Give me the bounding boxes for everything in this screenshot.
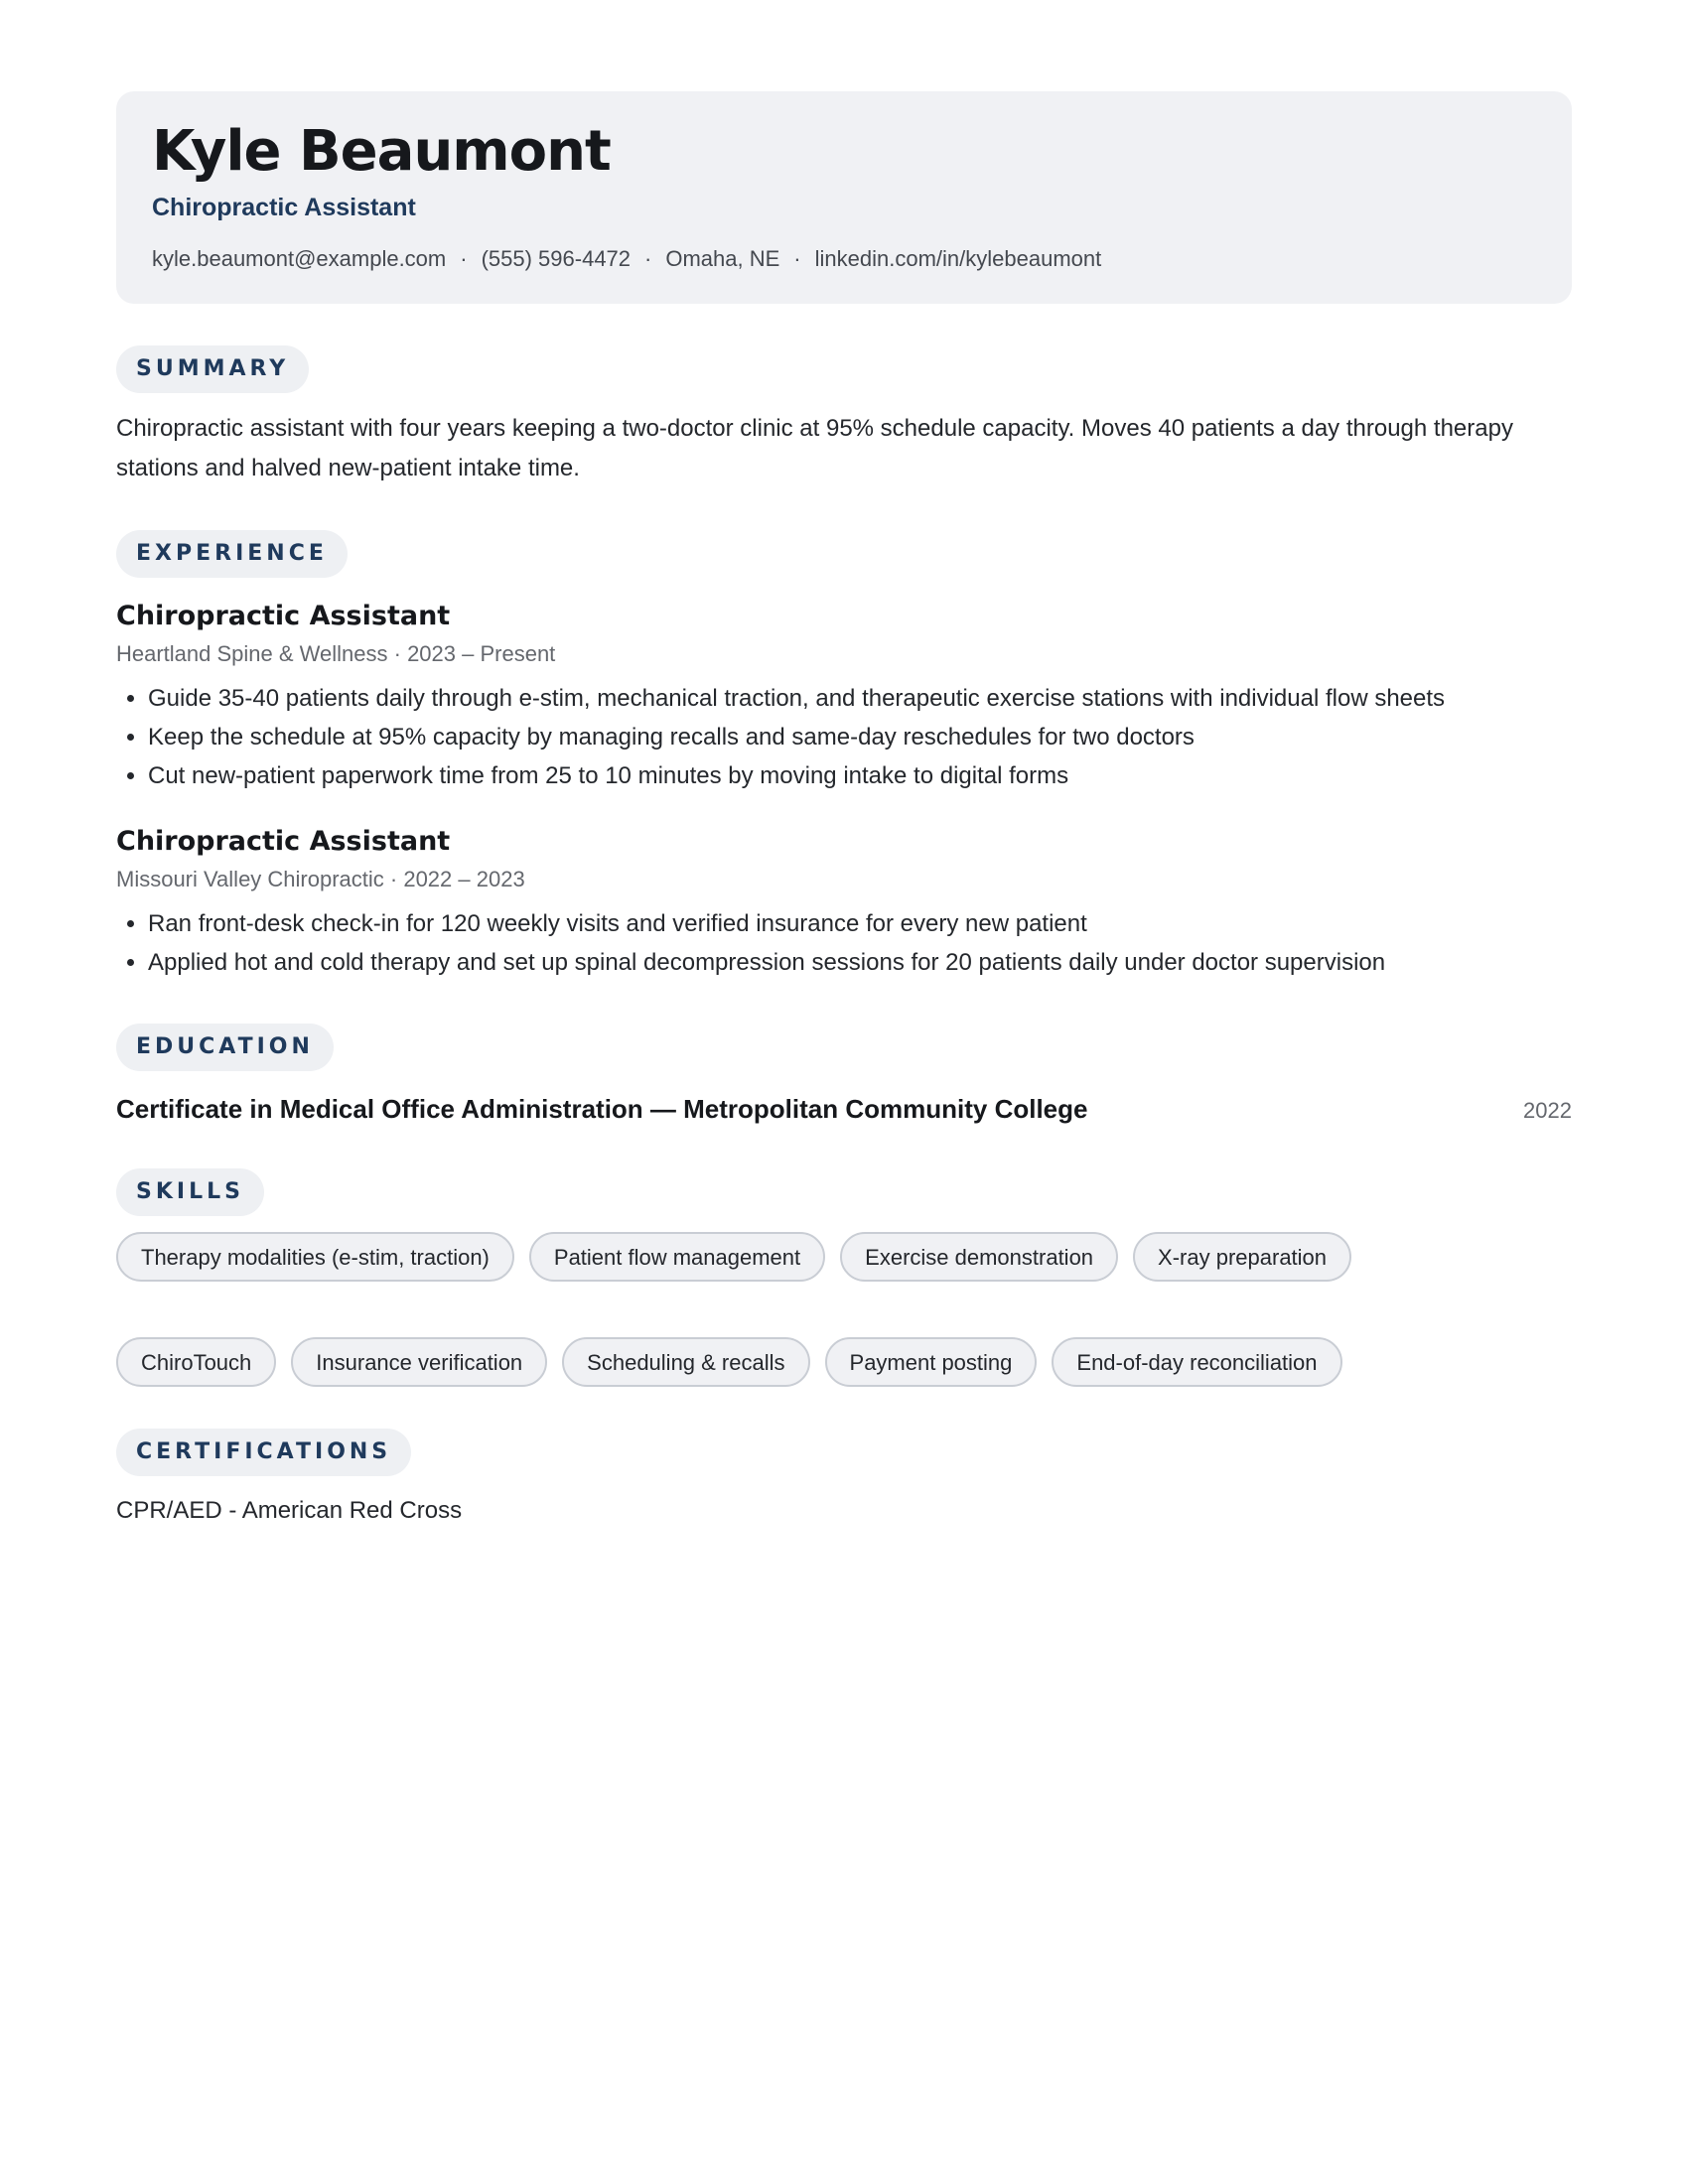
candidate-role: Chiropractic Assistant [152,194,416,221]
job-entry [116,823,1572,982]
section-heading-skills: SKILLS [116,1168,264,1216]
skill-chip: Patient flow management [529,1232,825,1282]
skill-chip: Insurance verification [291,1337,547,1387]
contact-separator: · [793,246,801,271]
skill-chip: ChiroTouch [116,1337,276,1387]
section-heading-certifications: CERTIFICATIONS [116,1429,411,1476]
job-bullets [116,904,1572,982]
certifications-section [116,1429,1572,1528]
job-title: Chiropractic Assistant [116,601,451,631]
contact-linkedin[interactable]: linkedin.com/in/kylebeaumont [814,246,1102,271]
header-card [116,91,1572,304]
education-section [116,1024,1572,1127]
skill-chip: X-ray preparation [1133,1232,1351,1282]
skill-chip: Therapy modalities (e-stim, traction) [116,1232,514,1282]
job-title: Chiropractic Assistant [116,826,451,857]
job-bullets [116,679,1572,795]
contact-separator: · [644,246,652,271]
skill-chip: Exercise demonstration [840,1232,1118,1282]
summary-text: Chiropractic assistant with four years keeping a two-doctor clinic at 95% schedule capacity. Moves 40 patients a day through therapy stations and halved new-patient intake time. [116,415,1513,481]
education-title: Certificate in Medical Office Administration — Metropolitan Community College [116,1094,1088,1124]
experience-section [116,530,1572,982]
certification-item: CPR/AED - American Red Cross [116,1497,463,1524]
contact-separator: · [460,246,468,271]
job-bullet: • Guide 35-40 patients daily through e-stim, mechanical traction, and therapeutic exercise stations with individual flow sheets [148,679,1572,718]
job-bullet: • Cut new-patient paperwork time from 25 to 10 minutes by moving intake to digital forms [148,756,1572,795]
summary-section [116,345,1572,488]
section-heading-education: EDUCATION [116,1024,334,1071]
section-heading-summary: SUMMARY [116,345,309,393]
skill-chip: End-of-day reconciliation [1052,1337,1341,1387]
job-entry [116,598,1572,795]
skill-chip: Scheduling & recalls [562,1337,809,1387]
job-bullet: • Keep the schedule at 95% capacity by managing recalls and same-day reschedules for two doctors [148,718,1572,756]
candidate-name: Kyle Beaumont [152,119,611,184]
skills-section [116,1168,1572,1387]
skill-chip: Payment posting [825,1337,1038,1387]
section-heading-experience: EXPERIENCE [116,530,348,578]
education-year: 2022 [1523,1098,1572,1123]
contact-phone[interactable]: (555) 596-4472 [481,246,632,271]
contact-line [152,244,1536,274]
job-bullet: • Applied hot and cold therapy and set up spinal decompression sessions for 20 patients daily under doctor supervision [148,943,1572,982]
skills-list [116,1232,1572,1387]
contact-location: Omaha, NE [665,246,780,271]
contact-email[interactable]: kyle.beaumont@example.com [152,246,447,271]
job-meta: Missouri Valley Chiropractic · 2022 – 2023 [116,867,525,891]
job-bullet: • Ran front-desk check-in for 120 weekly visits and verified insurance for every new patient [148,904,1572,943]
education-entry [116,1091,1572,1127]
job-meta: Heartland Spine & Wellness · 2023 – Present [116,641,556,666]
